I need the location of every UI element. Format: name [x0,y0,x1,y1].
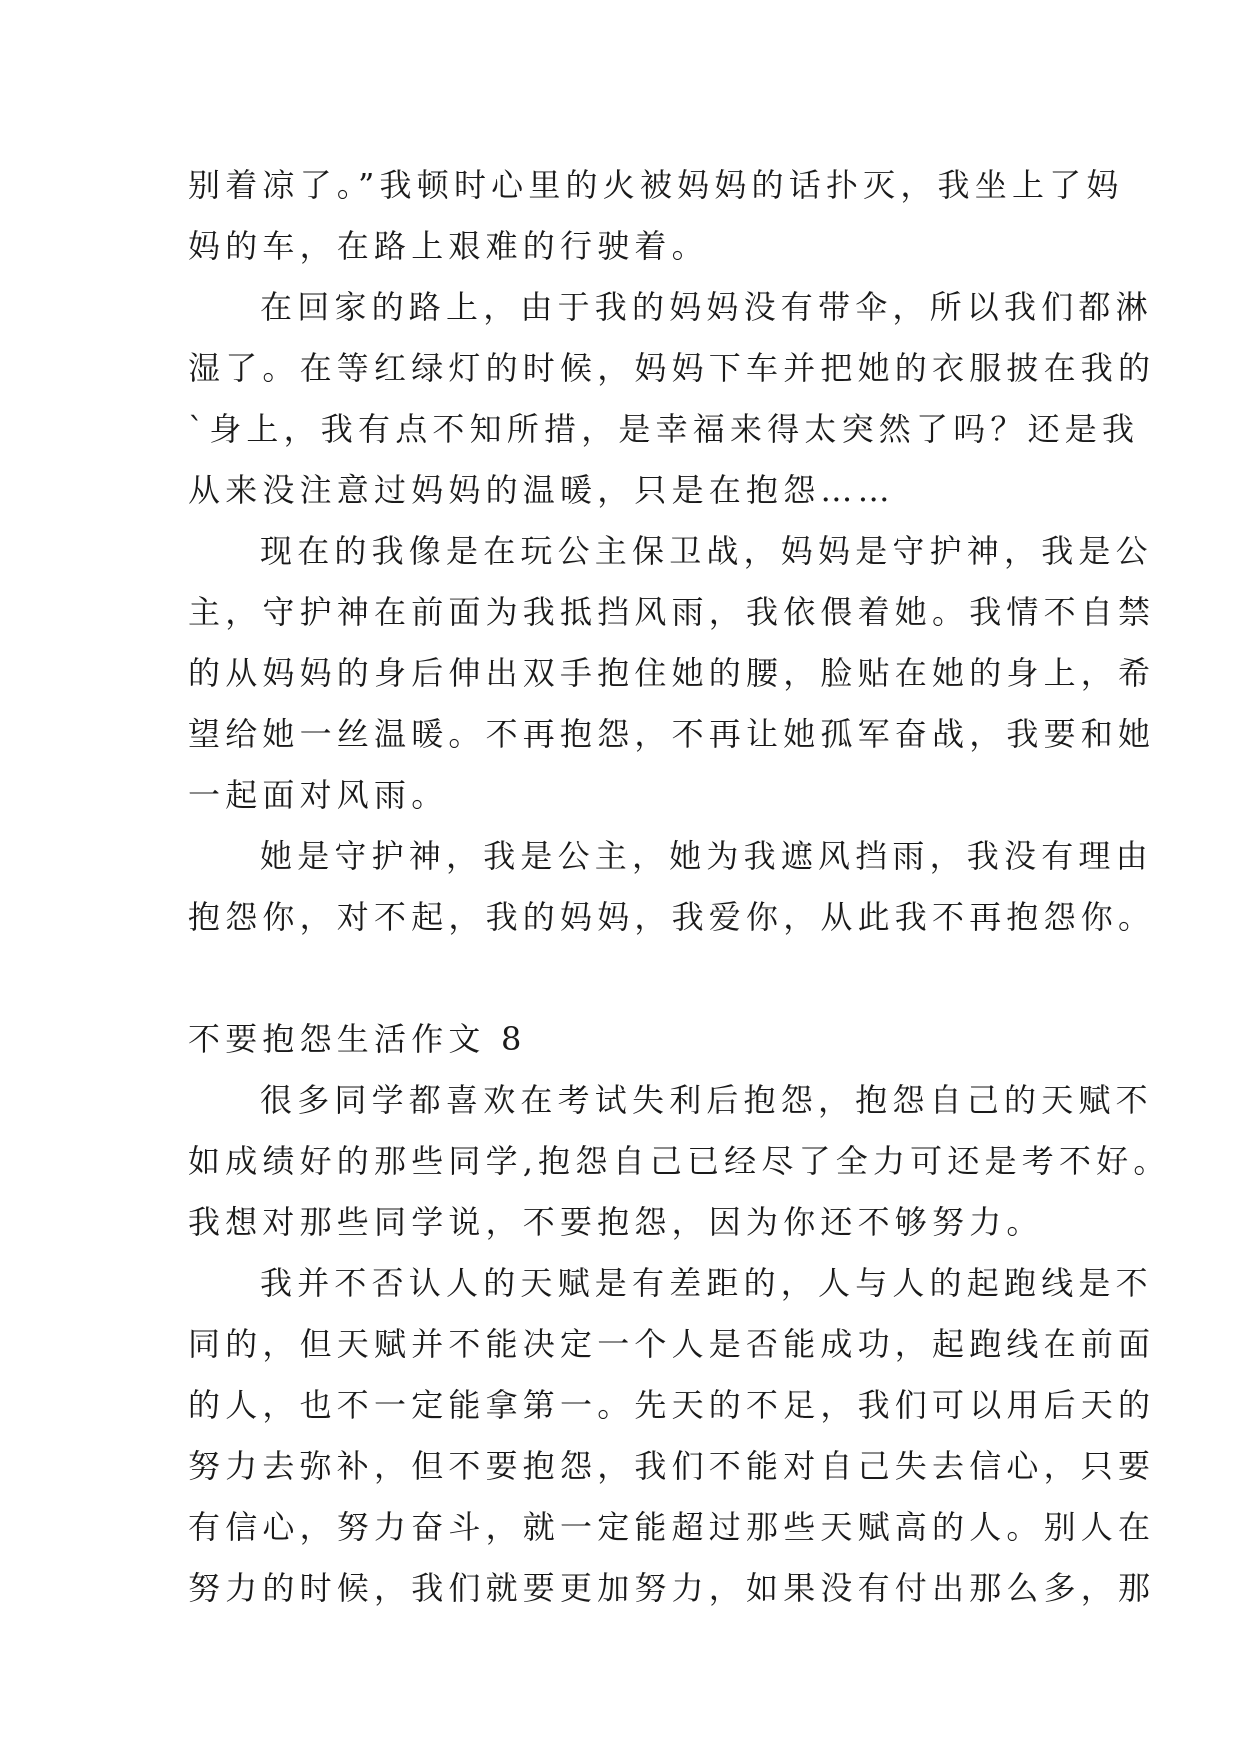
paragraph-line: 同的，但天赋并不能决定一个人是否能成功，起跑线在前面 [188,1325,1156,1363]
paragraph-line: 我并不否认人的天赋是有差距的，人与人的起跑线是不 [260,1264,1153,1302]
paragraph-line: 主，守护神在前面为我抵挡风雨，我依偎着她。我情不自禁 [188,593,1156,631]
paragraph-line: 妈的车，在路上艰难的行驶着。 [188,227,709,265]
paragraph-line: 我想对那些同学说，不要抱怨，因为你还不够努力。 [188,1203,1044,1241]
paragraph-line: 有信心，努力奋斗，就一定能超过那些天赋高的人。别人在 [188,1508,1156,1546]
paragraph-line: 别着凉了。”我顿时心里的火被妈妈的话扑灭，我坐上了妈 [188,166,1124,204]
paragraph-line: 如成绩好的那些同学,抱怨自己已经尽了全力可还是考不好。 [188,1142,1171,1180]
paragraph-line: 努力去弥补，但不要抱怨，我们不能对自己失去信心，只要 [188,1447,1156,1485]
document-body [188,155,1171,1619]
paragraph-line: 很多同学都喜欢在考试失利后抱怨，抱怨自己的天赋不 [260,1081,1153,1119]
paragraph-line: 望给她一丝温暖。不再抱怨，不再让她孤军奋战，我要和她 [188,715,1156,753]
paragraph-line: 的从妈妈的身后伸出双手抱住她的腰，脸贴在她的身上，希 [188,654,1156,692]
paragraph-line: 努力的时候，我们就要更加努力，如果没有付出那么多，那 [188,1569,1156,1607]
paragraph-line: `身上，我有点不知所措，是幸福来得太突然了吗？还是我 [188,410,1140,448]
paragraph-line: 一起面对风雨。 [188,776,449,814]
section-gap [188,948,1068,1009]
paragraph-line: 的人，也不一定能拿第一。先天的不足，我们可以用后天的 [188,1386,1156,1424]
paragraph-line: 在回家的路上，由于我的妈妈没有带伞，所以我们都淋 [260,288,1153,326]
paragraph-line: 抱怨你，对不起，我的妈妈，我爱你，从此我不再抱怨你。 [188,898,1156,936]
paragraph-line: 她是守护神，我是公主，她为我遮风挡雨，我没有理由 [260,837,1153,875]
paragraph-line: 湿了。在等红绿灯的时候，妈妈下车并把她的衣服披在我的 [188,349,1156,387]
section-heading: 不要抱怨生活作文 8 [188,1020,527,1058]
paragraph-line: 从来没注意过妈妈的温暖，只是在抱怨…… [188,471,895,509]
paragraph-line: 现在的我像是在玩公主保卫战，妈妈是守护神，我是公 [260,532,1153,570]
